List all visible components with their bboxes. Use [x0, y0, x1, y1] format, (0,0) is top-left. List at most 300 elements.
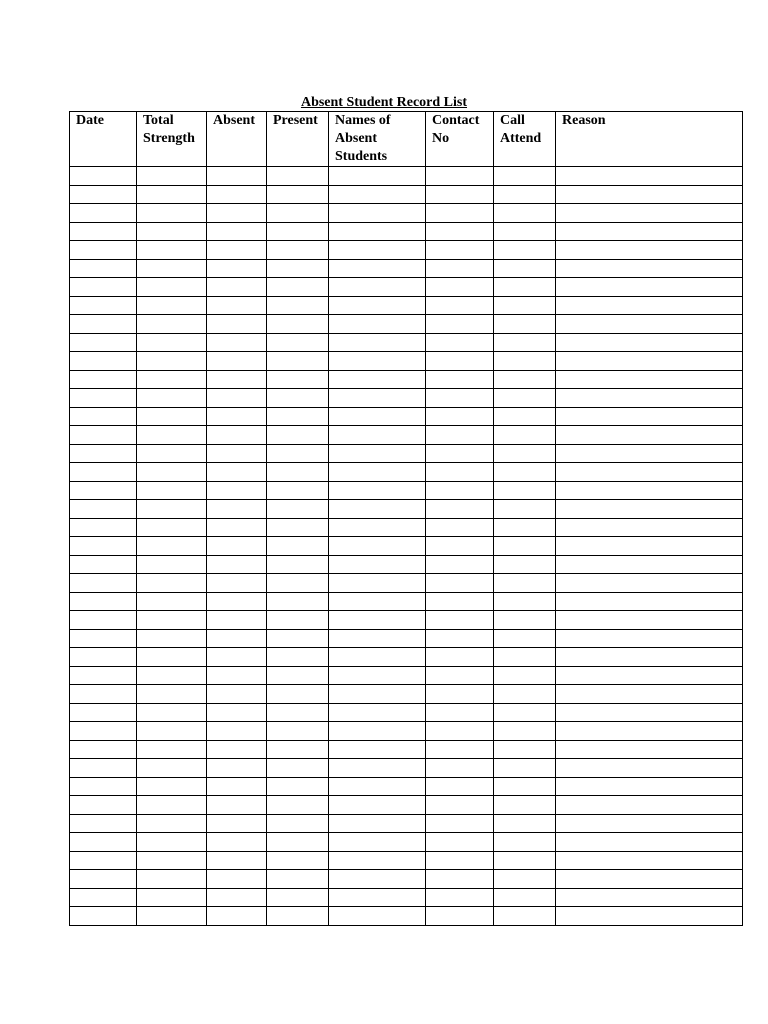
table-row [70, 648, 743, 667]
table-cell [494, 389, 556, 408]
table-cell [207, 222, 267, 241]
table-cell [556, 481, 743, 500]
table-cell [70, 740, 137, 759]
table-cell [267, 888, 329, 907]
absent-record-table [69, 111, 743, 926]
table-row [70, 555, 743, 574]
table-cell [137, 611, 207, 630]
table-cell [426, 481, 494, 500]
table-cell [137, 814, 207, 833]
table-row [70, 333, 743, 352]
table-cell [70, 796, 137, 815]
table-cell [426, 796, 494, 815]
table-cell [207, 740, 267, 759]
table-cell [207, 278, 267, 297]
table-row [70, 574, 743, 593]
table-cell [70, 759, 137, 778]
table-cell [267, 629, 329, 648]
table-cell [494, 370, 556, 389]
table-cell [267, 185, 329, 204]
column-header-call-attend: Call Attend [494, 112, 556, 167]
table-cell [137, 278, 207, 297]
table-row [70, 222, 743, 241]
table-cell [426, 222, 494, 241]
table-cell [70, 722, 137, 741]
table-cell [207, 426, 267, 445]
table-cell [137, 740, 207, 759]
table-cell [329, 500, 426, 519]
table-cell [426, 537, 494, 556]
table-cell [207, 759, 267, 778]
table-cell [556, 814, 743, 833]
table-cell [267, 666, 329, 685]
table-cell [556, 907, 743, 926]
table-cell [556, 666, 743, 685]
table-cell [70, 167, 137, 186]
table-cell [207, 259, 267, 278]
table-row [70, 259, 743, 278]
table-cell [70, 481, 137, 500]
table-cell [267, 703, 329, 722]
table-cell [137, 574, 207, 593]
table-cell [137, 555, 207, 574]
table-cell [70, 888, 137, 907]
table-cell [329, 685, 426, 704]
table-cell [267, 537, 329, 556]
table-row [70, 426, 743, 445]
table-cell [494, 352, 556, 371]
table-cell [207, 537, 267, 556]
table-row [70, 389, 743, 408]
table-cell [207, 685, 267, 704]
table-cell [426, 648, 494, 667]
table-cell [556, 833, 743, 852]
table-cell [207, 648, 267, 667]
table-cell [556, 537, 743, 556]
table-cell [137, 222, 207, 241]
table-cell [137, 370, 207, 389]
table-row [70, 592, 743, 611]
table-cell [137, 851, 207, 870]
table-cell [267, 796, 329, 815]
table-cell [137, 407, 207, 426]
table-cell [494, 888, 556, 907]
table-cell [207, 722, 267, 741]
table-row [70, 481, 743, 500]
table-cell [426, 666, 494, 685]
table-cell [267, 722, 329, 741]
table-row [70, 204, 743, 223]
table-row [70, 759, 743, 778]
table-cell [329, 518, 426, 537]
table-cell [329, 352, 426, 371]
table-cell [329, 555, 426, 574]
table-cell [70, 777, 137, 796]
table-cell [137, 870, 207, 889]
table-cell [556, 888, 743, 907]
table-cell [137, 518, 207, 537]
table-cell [267, 685, 329, 704]
table-cell [494, 574, 556, 593]
table-cell [207, 463, 267, 482]
table-cell [494, 796, 556, 815]
table-cell [137, 296, 207, 315]
table-cell [329, 259, 426, 278]
table-cell [426, 740, 494, 759]
table-cell [329, 278, 426, 297]
table-cell [329, 222, 426, 241]
table-cell [207, 629, 267, 648]
table-row [70, 315, 743, 334]
table-cell [329, 296, 426, 315]
table-cell [267, 204, 329, 223]
table-cell [137, 204, 207, 223]
table-cell [70, 370, 137, 389]
table-cell [207, 333, 267, 352]
table-cell [556, 518, 743, 537]
table-cell [70, 870, 137, 889]
table-row [70, 833, 743, 852]
table-cell [207, 870, 267, 889]
table-cell [329, 537, 426, 556]
table-cell [70, 333, 137, 352]
table-cell [267, 648, 329, 667]
table-cell [426, 444, 494, 463]
table-cell [137, 833, 207, 852]
table-cell [267, 167, 329, 186]
table-cell [426, 592, 494, 611]
table-cell [70, 185, 137, 204]
table-cell [137, 185, 207, 204]
column-header-present: Present [267, 112, 329, 167]
table-cell [494, 907, 556, 926]
table-cell [426, 426, 494, 445]
table-cell [70, 296, 137, 315]
table-cell [426, 518, 494, 537]
table-cell [426, 370, 494, 389]
table-cell [426, 278, 494, 297]
table-row [70, 796, 743, 815]
table-cell [267, 296, 329, 315]
table-cell [137, 703, 207, 722]
table-cell [137, 777, 207, 796]
table-cell [329, 722, 426, 741]
table-cell [329, 851, 426, 870]
table-cell [556, 278, 743, 297]
table-cell [556, 389, 743, 408]
table-cell [494, 222, 556, 241]
table-cell [426, 759, 494, 778]
table-row [70, 444, 743, 463]
table-cell [267, 278, 329, 297]
table-cell [267, 333, 329, 352]
table-cell [70, 407, 137, 426]
table-row [70, 370, 743, 389]
table-cell [137, 389, 207, 408]
table-cell [426, 389, 494, 408]
table-cell [267, 574, 329, 593]
table-cell [70, 703, 137, 722]
table-cell [426, 296, 494, 315]
table-cell [207, 204, 267, 223]
table-cell [494, 444, 556, 463]
table-cell [426, 722, 494, 741]
table-cell [267, 315, 329, 334]
table-cell [329, 592, 426, 611]
table-cell [70, 222, 137, 241]
table-cell [267, 426, 329, 445]
table-cell [207, 796, 267, 815]
table-body [70, 167, 743, 926]
table-cell [494, 722, 556, 741]
table-cell [556, 500, 743, 519]
table-cell [329, 204, 426, 223]
table-cell [494, 500, 556, 519]
table-cell [494, 333, 556, 352]
table-cell [329, 444, 426, 463]
table-cell [137, 759, 207, 778]
table-cell [137, 796, 207, 815]
table-cell [329, 463, 426, 482]
table-cell [556, 315, 743, 334]
table-cell [70, 352, 137, 371]
table-cell [556, 555, 743, 574]
table-cell [426, 407, 494, 426]
table-cell [556, 685, 743, 704]
table-cell [556, 333, 743, 352]
table-cell [329, 870, 426, 889]
table-cell [70, 907, 137, 926]
table-cell [137, 537, 207, 556]
table-cell [426, 888, 494, 907]
table-row [70, 407, 743, 426]
table-cell [426, 703, 494, 722]
table-cell [494, 870, 556, 889]
table-cell [267, 389, 329, 408]
table-cell [207, 555, 267, 574]
table-cell [494, 259, 556, 278]
table-cell [556, 259, 743, 278]
table-cell [70, 463, 137, 482]
table-cell [70, 444, 137, 463]
table-cell [207, 241, 267, 260]
table-cell [267, 444, 329, 463]
table-cell [70, 204, 137, 223]
table-row [70, 611, 743, 630]
table-cell [556, 167, 743, 186]
table-row [70, 740, 743, 759]
header-row [70, 112, 743, 167]
table-row [70, 777, 743, 796]
table-cell [137, 315, 207, 334]
table-cell [556, 296, 743, 315]
table-cell [426, 259, 494, 278]
table-cell [137, 629, 207, 648]
table-cell [70, 685, 137, 704]
table-cell [267, 481, 329, 500]
table-cell [267, 259, 329, 278]
table-cell [426, 500, 494, 519]
table-cell [137, 352, 207, 371]
table-cell [426, 870, 494, 889]
table-row [70, 814, 743, 833]
table-cell [207, 907, 267, 926]
table-cell [494, 777, 556, 796]
table-cell [556, 407, 743, 426]
table-cell [426, 241, 494, 260]
table-cell [267, 851, 329, 870]
table-row [70, 685, 743, 704]
table-cell [426, 315, 494, 334]
table-cell [137, 907, 207, 926]
column-header-reason: Reason [556, 112, 743, 167]
table-cell [329, 666, 426, 685]
table-cell [329, 407, 426, 426]
table-cell [267, 241, 329, 260]
table-cell [329, 426, 426, 445]
table-cell [207, 167, 267, 186]
table-cell [70, 648, 137, 667]
table-cell [267, 814, 329, 833]
table-row [70, 352, 743, 371]
column-header-contact-no: Contact No [426, 112, 494, 167]
table-cell [556, 241, 743, 260]
table-cell [137, 167, 207, 186]
table-cell [494, 185, 556, 204]
table-cell [70, 426, 137, 445]
table-row [70, 722, 743, 741]
table-row [70, 241, 743, 260]
table-cell [494, 833, 556, 852]
table-cell [207, 777, 267, 796]
table-cell [70, 537, 137, 556]
table-cell [494, 759, 556, 778]
table-cell [207, 851, 267, 870]
table-cell [556, 722, 743, 741]
table-cell [494, 296, 556, 315]
table-cell [426, 629, 494, 648]
table-cell [137, 481, 207, 500]
table-cell [426, 833, 494, 852]
table-row [70, 500, 743, 519]
table-cell [70, 315, 137, 334]
table-row [70, 851, 743, 870]
table-cell [426, 851, 494, 870]
column-header-date: Date [70, 112, 137, 167]
table-row [70, 703, 743, 722]
table-cell [556, 463, 743, 482]
table-cell [70, 278, 137, 297]
table-cell [267, 907, 329, 926]
table-cell [137, 444, 207, 463]
table-cell [494, 703, 556, 722]
table-cell [556, 444, 743, 463]
table-cell [556, 222, 743, 241]
table-cell [329, 740, 426, 759]
table-cell [207, 666, 267, 685]
table-cell [556, 185, 743, 204]
table-cell [426, 333, 494, 352]
table-cell [426, 185, 494, 204]
table-cell [207, 703, 267, 722]
table-cell [329, 648, 426, 667]
table-cell [494, 555, 556, 574]
table-cell [494, 685, 556, 704]
table-row [70, 666, 743, 685]
table-cell [494, 167, 556, 186]
table-cell [494, 611, 556, 630]
table-cell [70, 851, 137, 870]
table-cell [207, 352, 267, 371]
table-cell [556, 777, 743, 796]
table-cell [267, 352, 329, 371]
table-cell [207, 370, 267, 389]
table-cell [267, 777, 329, 796]
table-cell [137, 463, 207, 482]
table-row [70, 888, 743, 907]
table-cell [329, 796, 426, 815]
table-cell [70, 555, 137, 574]
table-cell [207, 518, 267, 537]
table-cell [70, 611, 137, 630]
table-cell [494, 426, 556, 445]
table-cell [556, 574, 743, 593]
table-cell [207, 185, 267, 204]
table-cell [329, 703, 426, 722]
table-cell [137, 666, 207, 685]
table-cell [494, 204, 556, 223]
table-cell [70, 629, 137, 648]
table-cell [70, 518, 137, 537]
table-cell [207, 296, 267, 315]
table-cell [329, 481, 426, 500]
table-cell [267, 222, 329, 241]
table-cell [137, 648, 207, 667]
table-cell [426, 167, 494, 186]
table-cell [267, 759, 329, 778]
table-cell [426, 685, 494, 704]
table-cell [137, 500, 207, 519]
table-cell [70, 666, 137, 685]
table-cell [494, 666, 556, 685]
table-row [70, 907, 743, 926]
table-cell [426, 204, 494, 223]
table-cell [556, 204, 743, 223]
table-cell [267, 740, 329, 759]
table-cell [137, 241, 207, 260]
table-cell [207, 500, 267, 519]
table-cell [70, 259, 137, 278]
table-cell [137, 888, 207, 907]
table-cell [556, 611, 743, 630]
table-cell [70, 592, 137, 611]
table-cell [329, 333, 426, 352]
table-cell [494, 315, 556, 334]
table-row [70, 629, 743, 648]
table-cell [556, 426, 743, 445]
table-cell [267, 500, 329, 519]
table-cell [70, 833, 137, 852]
table-cell [70, 574, 137, 593]
table-cell [426, 352, 494, 371]
table-cell [207, 574, 267, 593]
table-cell [267, 611, 329, 630]
table-cell [207, 315, 267, 334]
table-cell [556, 740, 743, 759]
table-cell [426, 907, 494, 926]
table-row [70, 463, 743, 482]
table-cell [207, 407, 267, 426]
